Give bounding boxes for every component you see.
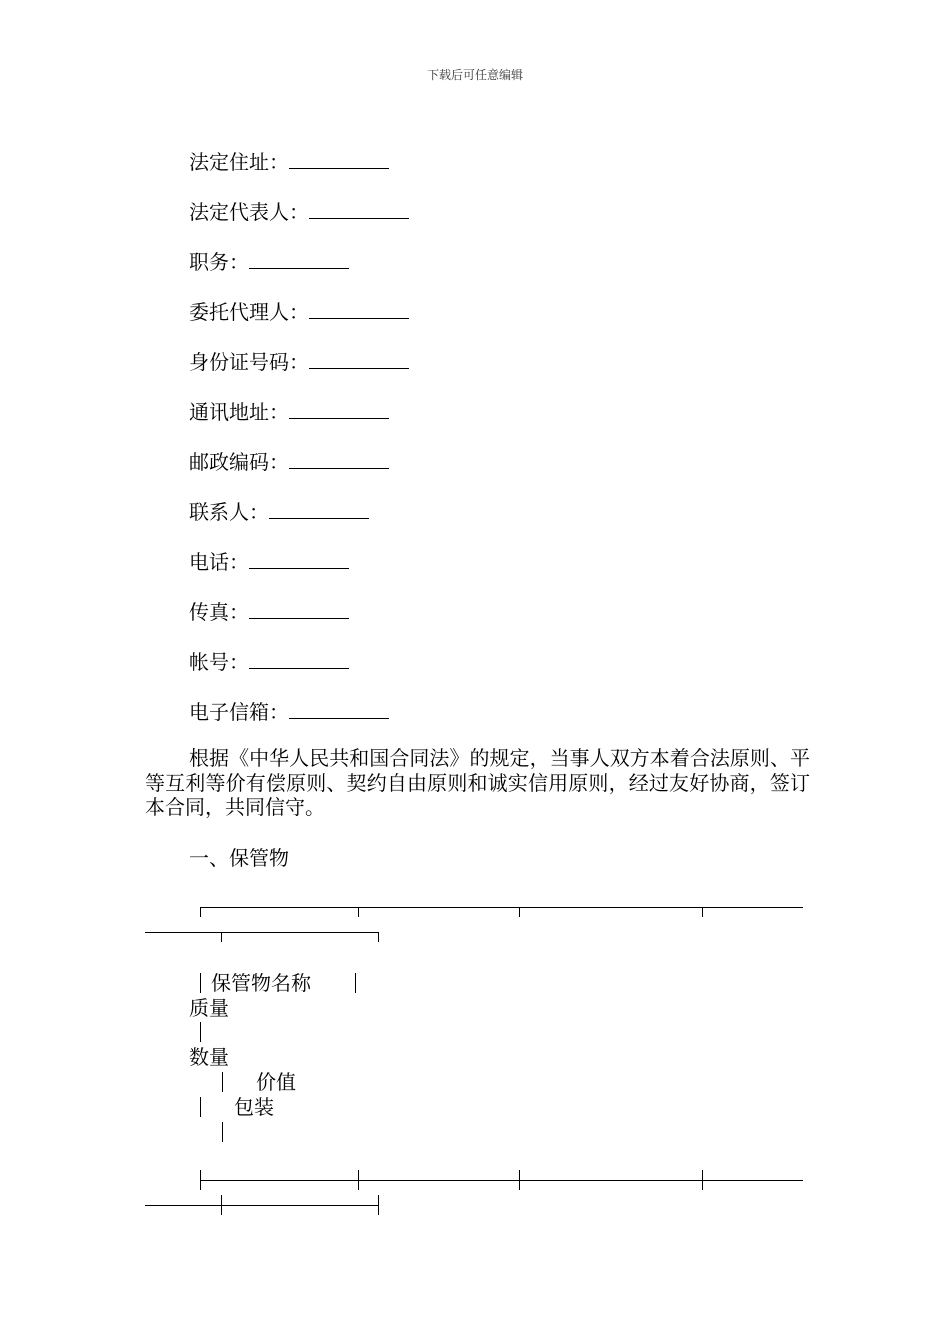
field-label: 邮政编码：: [189, 450, 289, 474]
field-postal-code: [189, 448, 389, 474]
section-title: 一、保管物: [189, 846, 289, 870]
blank-line: [309, 348, 409, 369]
blank-line: [249, 648, 349, 669]
field-label: 联系人：: [189, 500, 269, 524]
field-label: 委托代理人：: [189, 300, 309, 324]
header-packaging: 包装: [234, 1095, 274, 1119]
blank-line: [309, 298, 409, 319]
field-agent: [189, 298, 409, 324]
field-label: 法定代表人：: [189, 200, 309, 224]
intro-paragraph: 根据《中华人民共和国合同法》的规定，当事人双方本着合法原则、平等互利等价有偿原则、契约自由原则和诚实信用原则，经过友好协商，签订本合同，共同信守。: [145, 746, 810, 819]
field-label: 身份证号码：: [189, 350, 309, 374]
page-header: 下载后可任意编辑: [426, 68, 523, 82]
field-id-number: [189, 348, 409, 374]
field-label: 职务：: [189, 250, 249, 274]
blank-line: [289, 398, 389, 419]
blank-line: [309, 198, 409, 219]
field-label: 帐号：: [189, 650, 249, 674]
header-value: 价值: [256, 1070, 296, 1094]
field-contact: [189, 498, 369, 524]
field-mailing-address: [189, 398, 389, 424]
blank-line: [249, 248, 349, 269]
field-label: 传真：: [189, 600, 249, 624]
field-label: 法定住址：: [189, 150, 289, 174]
blank-line: [249, 598, 349, 619]
header-quantity: 数量: [189, 1045, 229, 1069]
field-account: [189, 648, 349, 674]
blank-line: [249, 548, 349, 569]
blank-line: [289, 698, 389, 719]
blank-line: [269, 498, 369, 519]
header-quality: 质量: [189, 996, 229, 1020]
field-email: [189, 698, 389, 724]
field-label: 电话：: [189, 550, 249, 574]
field-phone: [189, 548, 349, 574]
field-position: [189, 248, 349, 274]
field-label: 电子信箱：: [189, 700, 289, 724]
blank-line: [289, 448, 389, 469]
field-legal-representative: [189, 198, 409, 224]
field-label: 通讯地址：: [189, 400, 289, 424]
header-name: 保管物名称: [211, 971, 311, 995]
field-fax: [189, 598, 349, 624]
field-legal-address: [189, 148, 389, 174]
blank-line: [289, 148, 389, 169]
